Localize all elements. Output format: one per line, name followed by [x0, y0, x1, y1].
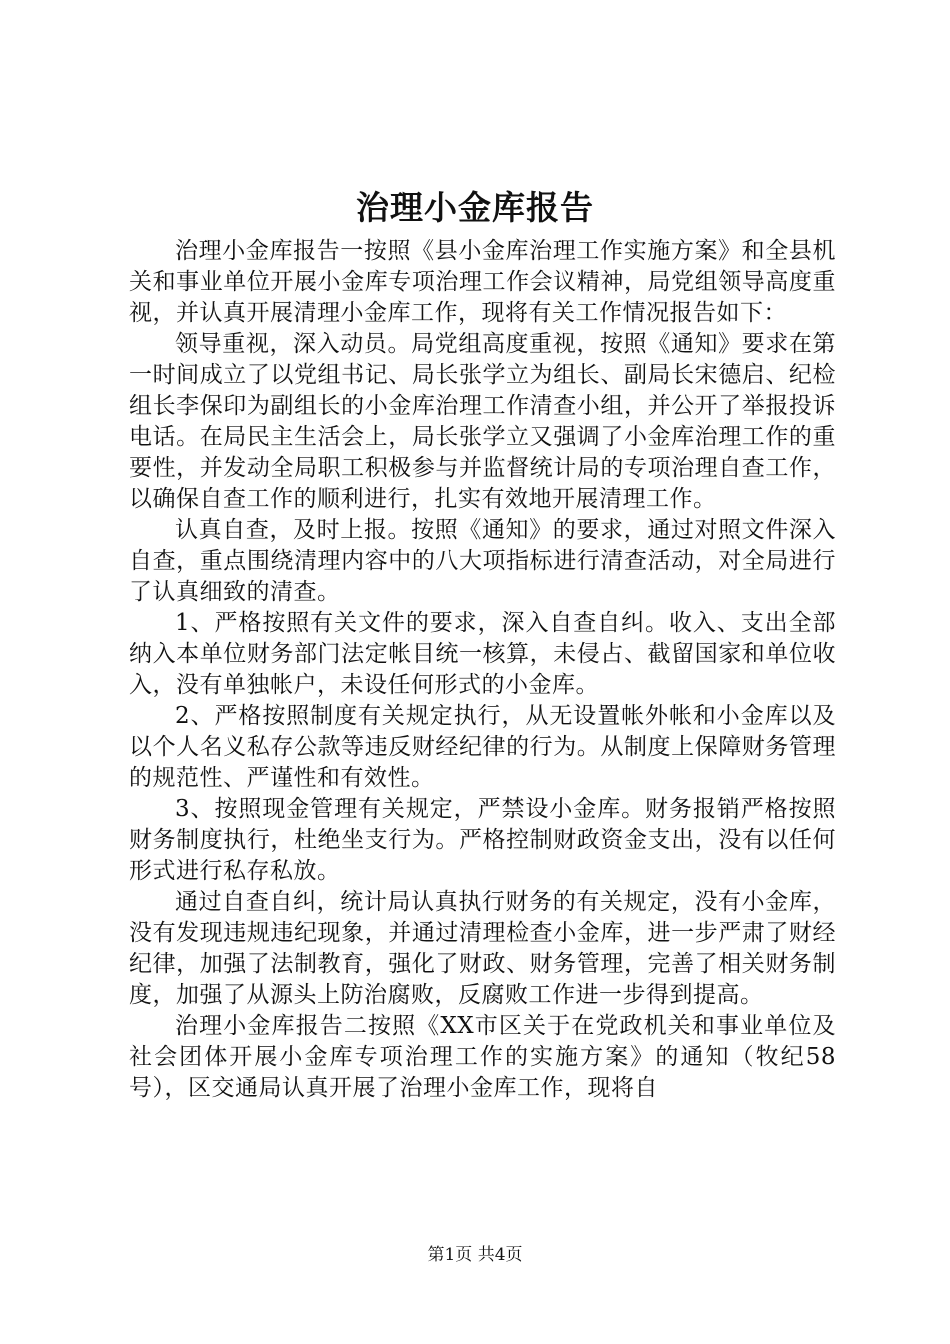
paragraph: 治理小金库报告一按照《县小金库治理工作实施方案》和全县机关和事业单位开展小金库专项治理工作会议精神，局党组领导高度重视，并认真开展清理小金库工作，现将有关工作情况报告如下：	[129, 238, 836, 326]
paragraph: 2、严格按照制度有关规定执行，从无设置帐外帐和小金库以及以个人名义私存公款等违反财经纪律的行为。从制度上保障财务管理的规范性、严谨性和有效性。	[129, 703, 836, 791]
paragraph: 治理小金库报告二按照《XX市区关于在党政机关和事业单位及社会团体开展小金库专项治理工作的实施方案》的通知（牧纪58号），区交通局认真开展了治理小金库工作，现将自	[129, 1013, 836, 1101]
document-title: 治理小金库报告	[356, 188, 594, 227]
paragraph: 1、严格按照有关文件的要求，深入自查自纠。收入、支出全部纳入本单位财务部门法定帐目统一核算，未侵占、截留国家和单位收入，没有单独帐户，未设任何形式的小金库。	[129, 610, 836, 698]
document-body	[129, 236, 836, 1104]
paragraph: 通过自查自纠，统计局认真执行财务的有关规定，没有小金库，没有发现违规违纪现象，并通过清理检查小金库，进一步严肃了财经纪律，加强了法制教育，强化了财政、财务管理，完善了相关财务制度，加强了从源头上防治腐败，反腐败工作进一步得到提高。	[129, 889, 836, 1008]
paragraph: 认真自查，及时上报。按照《通知》的要求，通过对照文件深入自查，重点围绕清理内容中的八大项指标进行清查活动，对全局进行了认真细致的清查。	[129, 517, 836, 605]
page-number-footer: 第1页 共4页	[427, 1245, 523, 1265]
paragraph: 3、按照现金管理有关规定，严禁设小金库。财务报销严格按照财务制度执行，杜绝坐支行为。严格控制财政资金支出，没有以任何形式进行私存私放。	[129, 796, 836, 884]
paragraph: 领导重视，深入动员。局党组高度重视，按照《通知》要求在第一时间成立了以党组书记、局长张学立为组长、副局长宋德启、纪检组长李保印为副组长的小金库治理工作清查小组，并公开了举报投诉电话。在局民主生活会上，局长张学立又强调了小金库治理工作的重要性，并发动全局职工积极参与并监督统计局的专项治理自查工作，以确保自查工作的顺利进行，扎实有效地开展清理工作。	[129, 331, 836, 512]
